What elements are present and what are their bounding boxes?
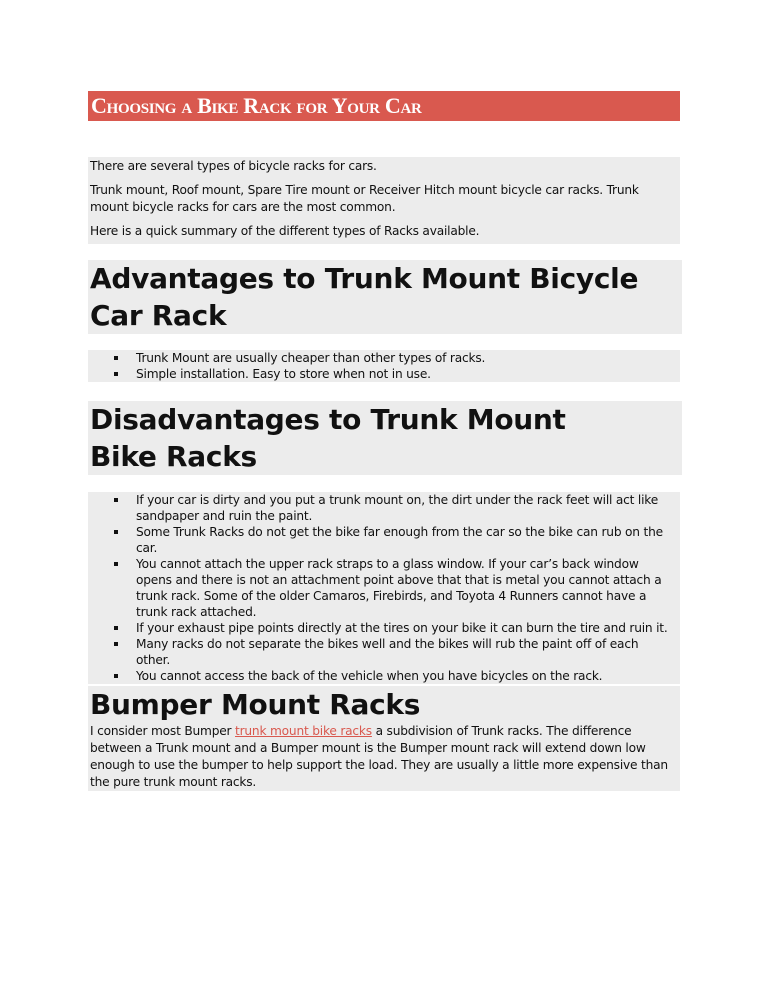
bumper-heading: Bumper Mount Racks [90, 688, 421, 721]
disadvantages-list-block [88, 492, 680, 684]
advantages-list-block [88, 350, 680, 382]
bumper-section [88, 686, 680, 791]
advantages-list [88, 350, 680, 382]
list-item: If your car is dirty and you put a trunk mount on, the dirt under the rack feet will act like sandpaper and ruin the paint. [88, 492, 672, 524]
bumper-text: a subdivision of Trunk racks. The difference between a Trunk mount and a Bumper mount is the Bumper mount rack will extend down low enough to use the bumper to help support the load. They are usually a little more expensive than the pure trunk mount racks. [90, 724, 668, 789]
list-item: You cannot attach the upper rack straps to a glass window. If your car’s back window opens and there is not an attachment point above that that is metal you cannot attach a trunk rack. Some of the older Camaros, Firebirds, and Toyota 4 Runners cannot have a trunk rack attached. [88, 556, 672, 620]
intro-paragraph: Here is a quick summary of the different types of Racks available. [90, 224, 480, 238]
list-item: Some Trunk Racks do not get the bike far enough from the car so the bike can rub on the car. [88, 524, 672, 556]
disadvantages-heading: Disadvantages to Trunk Mount Bike Racks [88, 401, 682, 475]
list-item: If your exhaust pipe points directly at the tires on your bike it can burn the tire and ruin it. [88, 620, 672, 636]
document-title: Choosing a Bike Rack for Your Car [88, 91, 680, 121]
trunk-mount-bike-racks-link[interactable]: trunk mount bike racks [235, 724, 372, 738]
bumper-paragraph [88, 723, 680, 791]
bumper-text: I consider most Bumper [90, 724, 236, 738]
intro-paragraph: Trunk mount, Roof mount, Spare Tire mount or Receiver Hitch mount bicycle car racks. Trunk mount bicycle racks for cars are the most common. [90, 183, 639, 214]
intro-section [88, 157, 680, 244]
disadvantages-list [88, 492, 680, 684]
advantages-heading: Advantages to Trunk Mount Bicycle Car Rack [88, 260, 682, 334]
list-item: Simple installation. Easy to store when not in use. [88, 366, 680, 382]
list-item: Trunk Mount are usually cheaper than other types of racks. [88, 350, 680, 366]
list-item: You cannot access the back of the vehicle when you have bicycles on the rack. [88, 668, 672, 684]
intro-paragraph: There are several types of bicycle racks for cars. [90, 159, 377, 173]
list-item: Many racks do not separate the bikes well and the bikes will rub the paint off of each other. [88, 636, 672, 668]
